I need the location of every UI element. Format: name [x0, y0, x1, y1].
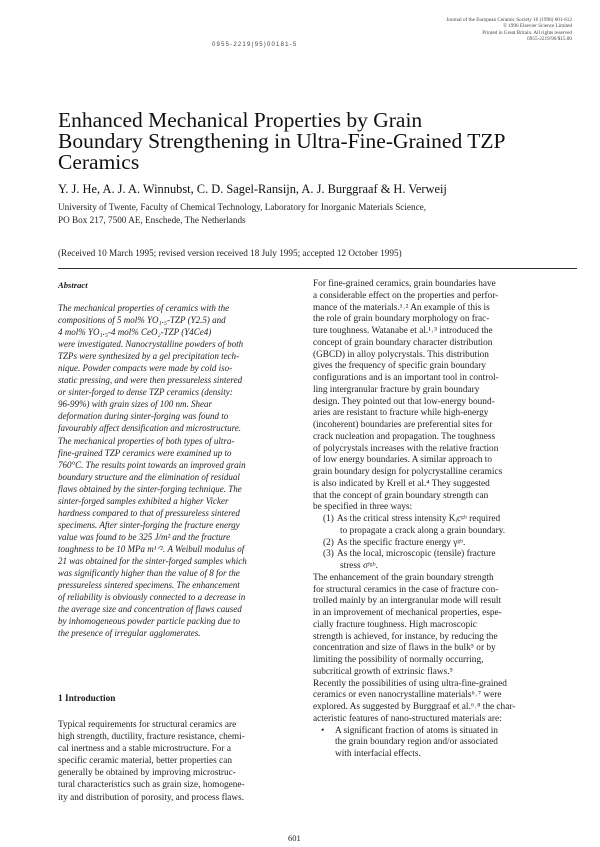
text-line: Typical requirements for structural ceramics are	[58, 720, 237, 730]
text-line: 760°C. The results point towards an improved grain	[58, 459, 246, 470]
text-line: The enhancement of the grain boundary strength	[313, 572, 494, 583]
abstract-body	[58, 302, 298, 639]
text-line: The mechanical properties of ceramics with the	[58, 303, 230, 313]
text-line: sinter-forged samples exhibited a higher Vicker	[58, 495, 229, 506]
received-dates: (Received 10 March 1995; revised version received 18 July 1995; accepted 12 October 1995)	[58, 248, 402, 258]
text-line: boundary structure and the elimination of residual	[58, 471, 240, 482]
text-line: concept of grain boundary character distribution	[313, 337, 493, 348]
text-line: cially fracture toughness. High macroscopic	[313, 619, 477, 630]
journal-line: Printed in Great Britain. All rights reserved	[482, 29, 572, 36]
list-item: stress σᶠᵍᵇ.	[340, 561, 378, 571]
text-line: design. They pointed out that low-energy bound-	[313, 396, 495, 407]
text-line: the average size and concentration of flaws caused	[58, 604, 242, 615]
text-line: deformation during sinter-forging was found to	[58, 411, 229, 422]
title-line: Boundary Strengthening in Ultra-Fine-Grained TZP	[58, 129, 506, 153]
list-item-label: (1)	[323, 514, 334, 524]
text-line: ling intergranular fracture by grain boundary	[313, 384, 480, 395]
bullet-item	[313, 726, 578, 738]
text-line: ity and distribution of porosity, and process flaws.	[58, 792, 245, 803]
list-item	[313, 514, 578, 526]
text-line: toughness to be 10 MPa m¹ᐟ². A Weibull modulus of	[58, 543, 245, 554]
text-line: be specified in three ways:	[313, 502, 413, 513]
text-line: The mechanical properties of both types of ultra-	[58, 435, 235, 446]
text-line: fine-grained TZP ceramics were examined up to	[58, 447, 232, 458]
title-line: Ceramics	[58, 150, 140, 174]
text-line: that the concept of grain boundary strength can	[313, 490, 489, 501]
section-heading: 1 Introduction	[58, 694, 116, 704]
title-line: Enhanced Mechanical Properties by Grain	[58, 108, 423, 132]
text-line: specimens. After sinter-forging the fracture energy	[58, 519, 240, 530]
text-line: grain boundary design for polycrystalline ceramics	[313, 467, 503, 477]
bullet-icon: •	[321, 725, 325, 736]
text-line: Recently the possibilities of using ultra-fine-grained	[313, 678, 507, 689]
text-line: generally be obtained by improving microstruc-	[58, 768, 236, 779]
list-item-text: As the critical stress intensity Kᵢcᵍᵇ required	[337, 514, 501, 524]
list-item-text: As the specific fracture energy γᵍᵇ.	[337, 537, 466, 548]
right-column-body	[313, 279, 578, 761]
list-item	[313, 538, 578, 550]
text-line: a considerable effect on the properties and perfor-	[313, 290, 499, 301]
affiliation-line: University of Twente, Faculty of Chemical Technology, Laboratory for Inorganic Materials Science,	[58, 202, 427, 212]
text-line: 4 mol% YO₁.₅-4 mol% CeO₂-TZP (Y4Ce4)	[58, 327, 212, 338]
list-item-label: (2)	[323, 537, 334, 548]
text-line: gives the frequency of specific grain boundary	[313, 361, 486, 372]
text-line: of reliability is obviously connected to a decrease in	[58, 592, 246, 603]
journal-line: 0955-2219/96/$15.00	[527, 36, 572, 43]
text-line: hardness compared to that of pressureless sintered	[58, 507, 240, 518]
bullet-item: the grain boundary region and/or associated	[335, 737, 498, 748]
journal-line: © 1996 Elsevier Science Limited	[502, 23, 572, 30]
text-line: acteristic features of nano-structured materials are:	[313, 713, 502, 724]
text-line: favourably affect densification and microstructure.	[58, 423, 242, 434]
bullet-text: A significant fraction of atoms is situated in	[335, 725, 498, 736]
bullet-item: with interfacial effects.	[335, 749, 421, 759]
author-list: Y. J. He, A. J. A. Winnubst, C. D. Sagel-Ransijn, A. J. Burggraaf & H. Verweij	[58, 182, 447, 196]
text-line: subcritical growth of extrinsic flaws.⁵	[313, 666, 453, 677]
text-line: compositions of 5 mol% YO₁.₅-TZP (Y2.5) and	[58, 315, 226, 326]
text-line: for structural ceramics in the case of fracture con-	[313, 584, 499, 595]
text-line: of polycrystals increases with the relative fraction	[313, 443, 499, 454]
article-code: 0955-2219(95)00181-5	[212, 42, 298, 48]
text-line: aries are resistant to fracture while high-energy	[313, 408, 489, 419]
text-line: nique. Powder compacts were made by cold iso-	[58, 363, 233, 374]
text-line: ture toughness. Watanabe et al.¹˒³ introduced the	[313, 326, 493, 336]
header-divider	[58, 268, 577, 269]
page-number: 601	[288, 833, 301, 843]
text-line: ceramics or even nanocrystalline materials⁶˒⁷ were	[313, 690, 502, 701]
text-line: tural characteristics such as grain size, homogene-	[58, 780, 245, 791]
text-line: the role of grain boundary morphology on frac-	[313, 314, 490, 325]
text-line: 96-99%) with grain sizes of 100 nm. Shear	[58, 399, 212, 410]
text-line: strength is achieved, for instance, by reducing the	[313, 631, 498, 642]
text-line: in an improvement of mechanical properties, espe-	[313, 608, 502, 618]
text-line: mance of the materials.¹˒² An example of this is	[313, 302, 490, 313]
introduction-body	[58, 719, 300, 804]
text-line: 21 was obtained for the sinter-forged samples which	[58, 555, 247, 566]
affiliation-line: PO Box 217, 7500 AE, Enschede, The Netherlands	[58, 214, 246, 225]
text-line: by inhomogeneous powder particle packing due to	[58, 616, 240, 627]
text-line: (GBCD) in alloy polycrystals. This distribution	[313, 349, 489, 360]
text-line: value was found to be 325 J/m² and the fracture	[58, 531, 231, 542]
list-item	[313, 549, 578, 561]
text-line: (incoherent) boundaries are preferential sites for	[313, 420, 493, 430]
text-line: is also indicated by Krell et al.⁴ They suggested	[313, 478, 490, 489]
text-line: configurations and is an important tool in control-	[313, 373, 499, 383]
text-line: static pressing, and were then pressureless sintered	[58, 375, 243, 386]
text-line: concentration and size of flaws in the bulk⁵ or by	[313, 643, 496, 654]
text-line: explored. As suggested by Burggraaf et al.⁶˒⁸ the char-	[313, 702, 516, 712]
journal-info	[377, 17, 572, 43]
list-item-label: (3)	[323, 549, 334, 560]
text-line: For fine-grained ceramics, grain boundaries have	[313, 279, 496, 289]
journal-line: Journal of the European Ceramic Society 16 (1996) 601-612	[446, 17, 572, 23]
text-line: crack nucleation and propagation. The toughness	[313, 431, 496, 442]
text-line: high strength, ductility, fracture resistance, chemi-	[58, 732, 245, 743]
abstract-heading: Abstract	[58, 280, 88, 290]
text-line: TZPs were synthesized by a gel precipitation tech-	[58, 351, 240, 362]
text-line: specific ceramic material, better properties can	[58, 756, 232, 767]
text-line: the presence of irregular agglomerates.	[58, 628, 201, 639]
text-line: limiting the possibility of normally occurring,	[313, 655, 484, 665]
list-item: to propagate a crack along a grain boundary.	[340, 525, 506, 536]
text-line: or sinter-forged to dense TZP ceramics (density:	[58, 387, 233, 398]
list-item-text: As the local, microscopic (tensile) fracture	[337, 549, 496, 560]
text-line: were investigated. Nanocrystalline powders of both	[58, 339, 244, 350]
text-line: of low energy boundaries. A similar approach to	[313, 455, 493, 466]
text-line: cal inertness and a stable microstructure. For a	[58, 744, 231, 755]
text-line: trolled mainly by an intergranular mode will result	[313, 596, 502, 607]
text-line: was significantly higher than the value of 8 for the	[58, 568, 240, 579]
article-title	[58, 110, 578, 173]
text-line: flaws obtained by the sinter-forging technique. The	[58, 483, 242, 494]
affiliation	[58, 201, 578, 226]
text-line: pressureless sintered specimens. The enhancement	[58, 580, 240, 591]
